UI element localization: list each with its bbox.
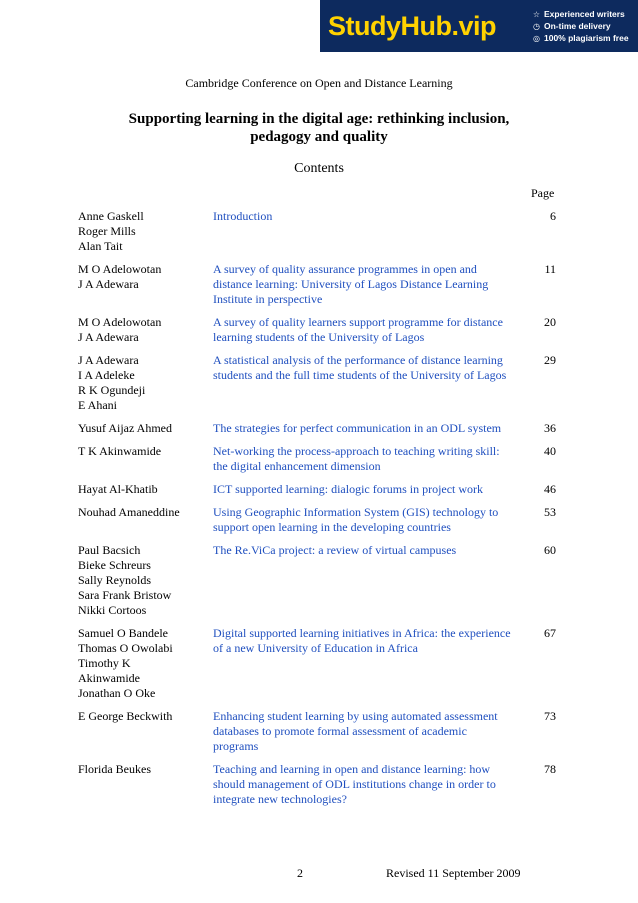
toc-title-link[interactable]: Net-working the process-approach to teaching writing skill: the digital enhancement dimension <box>213 444 500 473</box>
toc-author: Thomas O Owolabi <box>78 641 173 655</box>
revision-date: Revised 11 September 2009 <box>386 866 521 880</box>
toc-entry <box>78 543 558 618</box>
toc-authors <box>78 209 213 254</box>
toc-author: Sally Reynolds <box>78 573 152 587</box>
toc-title-link[interactable]: A statistical analysis of the performance of distance learning students and the full time students of the University of Lagos <box>213 353 507 382</box>
toc-title-link[interactable]: Enhancing student learning by using automated assessment databases to promote formal assessment of academic programs <box>213 709 498 753</box>
shield-icon: ◎ <box>533 33 540 43</box>
toc-author: I A Adeleke <box>78 368 135 382</box>
toc-author: M O Adelowotan <box>78 315 162 329</box>
toc-authors <box>78 421 213 436</box>
toc-authors <box>78 762 213 807</box>
toc-page-number: 67 <box>544 626 556 640</box>
toc-page-number: 78 <box>544 762 556 776</box>
toc-authors <box>78 543 213 618</box>
clock-icon: ◷ <box>533 21 540 31</box>
toc-author: Yusuf Aijaz Ahmed <box>78 421 172 435</box>
contents-heading: Contents <box>294 161 344 176</box>
toc-authors <box>78 444 213 474</box>
toc-author: J A Adewara <box>78 330 139 344</box>
toc-page-number: 29 <box>544 353 556 367</box>
toc-page-number: 6 <box>550 209 556 223</box>
toc-page-number: 40 <box>544 444 556 458</box>
table-of-contents <box>78 209 558 807</box>
toc-entry <box>78 262 558 307</box>
toc-entry <box>78 626 558 701</box>
toc-title-link[interactable]: Digital supported learning initiatives in Africa: the experience of a new University of Education in Africa <box>213 626 511 655</box>
banner-feature <box>532 33 629 43</box>
toc-authors <box>78 315 213 345</box>
toc-author: R K Ogundeji <box>78 383 146 397</box>
toc-title-link[interactable]: ICT supported learning: dialogic forums in project work <box>213 482 484 496</box>
toc-author: Anne Gaskell <box>78 209 144 223</box>
toc-author: Sara Frank Bristow <box>78 588 172 602</box>
toc-page-number: 60 <box>544 543 556 557</box>
toc-page-number: 53 <box>544 505 556 519</box>
toc-author: J A Adewara <box>78 277 139 291</box>
studyhub-logo[interactable]: StudyHub.vip <box>328 10 496 41</box>
toc-entry <box>78 315 558 345</box>
toc-title-link[interactable]: Teaching and learning in open and distance learning: how should management of ODL institutions change in order to integrate new technologies? <box>213 762 496 806</box>
star-icon: ☆ <box>532 9 541 19</box>
toc-authors <box>78 482 213 497</box>
toc-entry <box>78 709 558 754</box>
toc-author: Bieke Schreurs <box>78 558 151 572</box>
toc-title-link[interactable]: A survey of quality assurance programmes in open and distance learning: University of Lagos Distance Learning Institute in perspective <box>213 262 489 306</box>
toc-author: M O Adelowotan <box>78 262 162 276</box>
toc-authors <box>78 353 213 413</box>
toc-entry <box>78 505 558 535</box>
toc-author: Hayat Al-Khatib <box>78 482 158 496</box>
banner-feature <box>532 9 629 19</box>
toc-title-link[interactable]: The strategies for perfect communication in an ODL system <box>213 421 502 435</box>
toc-authors <box>78 505 213 535</box>
toc-page-number: 36 <box>544 421 556 435</box>
toc-title-link[interactable]: Introduction <box>213 209 273 223</box>
page-column-label: Page <box>531 186 555 200</box>
toc-author: Paul Bacsich <box>78 543 141 557</box>
toc-author: J A Adewara <box>78 353 139 367</box>
toc-author: Alan Tait <box>78 239 123 253</box>
toc-title-link[interactable]: Using Geographic Information System (GIS) technology to support open learning in the developing countries <box>213 505 499 534</box>
banner-feature-text: 100% plagiarism free <box>544 33 629 43</box>
toc-authors <box>78 262 213 307</box>
toc-page-number: 73 <box>544 709 556 723</box>
toc-authors <box>78 709 213 754</box>
toc-author: Akinwamide <box>78 671 140 685</box>
toc-entry <box>78 762 558 807</box>
toc-author: Roger Mills <box>78 224 136 238</box>
document-title: Supporting learning in the digital age: rethinking inclusion, pedagogy and quality <box>128 111 510 145</box>
page-number: 2 <box>297 866 303 880</box>
toc-entry <box>78 421 558 436</box>
banner-feature-text: On-time delivery <box>544 21 611 31</box>
toc-page-number: 11 <box>544 262 556 276</box>
toc-author: E George Beckwith <box>78 709 173 723</box>
toc-authors <box>78 626 213 701</box>
banner-feature-text: Experienced writers <box>544 9 625 19</box>
toc-author: Nouhad Amaneddine <box>78 505 180 519</box>
toc-page-number: 20 <box>544 315 556 329</box>
toc-entry <box>78 482 558 497</box>
toc-author: Jonathan O Oke <box>78 686 156 700</box>
toc-author: E Ahani <box>78 398 117 412</box>
toc-author: Nikki Cortoos <box>78 603 147 617</box>
toc-entry <box>78 209 558 254</box>
toc-author: Samuel O Bandele <box>78 626 168 640</box>
conference-name: Cambridge Conference on Open and Distance Learning <box>185 76 453 90</box>
toc-entry <box>78 353 558 413</box>
toc-author: T K Akinwamide <box>78 444 162 458</box>
toc-author: Florida Beukes <box>78 762 151 776</box>
toc-title-link[interactable]: A survey of quality learners support programme for distance learning students of the University of Lagos <box>213 315 503 344</box>
banner-features <box>532 9 629 43</box>
toc-author: Timothy K <box>78 656 131 670</box>
toc-entry <box>78 444 558 474</box>
toc-page-number: 46 <box>544 482 556 496</box>
banner-feature <box>532 21 629 31</box>
toc-title-link[interactable]: The Re.ViCa project: a review of virtual campuses <box>213 543 457 557</box>
studyhub-banner[interactable] <box>320 0 638 52</box>
